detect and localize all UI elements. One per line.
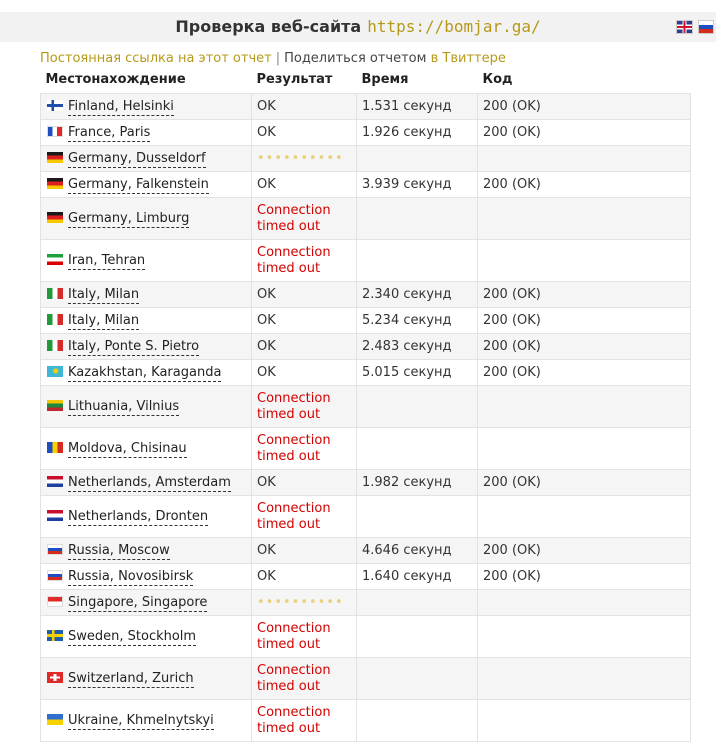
location-link[interactable]: Ukraine, Khmelnytskyi [68,713,214,728]
location-cell [41,334,252,360]
result-error-text: Connection timed out [257,621,331,652]
location-link[interactable]: Sweden, Stockholm [68,629,197,644]
time-cell [357,658,478,700]
code-cell: 200 (OK) [478,564,691,590]
iran-flag-icon [47,254,63,265]
time-cell [357,240,478,282]
time-cell: 1.640 секунд [357,564,478,590]
location-cell [41,172,252,198]
code-cell [478,428,691,470]
column-header-result: Результат [256,72,333,87]
permalink-link[interactable]: Постоянная ссылка на этот отчет [40,51,272,66]
result-cell [252,658,357,700]
table-row [41,240,691,282]
italy-flag-icon [47,314,63,325]
table-row [41,308,691,334]
time-cell [357,198,478,240]
table-row [41,700,691,742]
location-link[interactable]: Finland, Helsinki [68,99,174,114]
moldova-flag-icon [47,442,63,453]
result-cell [252,386,357,428]
table-row [41,538,691,564]
location-link[interactable]: Italy, Milan [68,287,140,302]
result-error-text: Connection timed out [257,245,331,276]
netherlands-flag-icon [47,510,63,521]
table-row [41,146,691,172]
location-cell [41,240,252,282]
code-cell [478,146,691,172]
table-row [41,496,691,538]
table-row [41,198,691,240]
location-cell [41,428,252,470]
lithuania-flag-icon [47,400,63,411]
location-link[interactable]: Iran, Tehran [68,253,146,268]
loading-dots-icon: •••••••••• [257,595,344,610]
time-cell [357,146,478,172]
code-cell: 200 (OK) [478,334,691,360]
time-cell [357,700,478,742]
column-header-location: Местонахождение [45,72,186,87]
result-cell [252,240,357,282]
location-cell [41,496,252,538]
location-cell [41,120,252,146]
report-links [40,51,506,66]
germany-flag-icon [47,178,63,189]
location-link[interactable]: Russia, Moscow [68,543,170,558]
page-header [0,12,716,42]
table-row [41,94,691,120]
table-row [41,172,691,198]
time-cell: 3.939 секунд [357,172,478,198]
table-row [41,590,691,616]
result-cell [252,146,357,172]
time-cell [357,496,478,538]
table-row [41,616,691,658]
result-cell [252,360,357,386]
russia-flag-icon [47,544,63,555]
location-cell [41,470,252,496]
code-cell [478,616,691,658]
result-cell [252,616,357,658]
code-cell: 200 (OK) [478,470,691,496]
share-report-text: Поделиться отчетом [284,51,427,66]
france-flag-icon [47,126,63,137]
result-text: OK [257,313,276,328]
result-text: OK [257,125,276,140]
germany-flag-icon [47,212,63,223]
result-cell [252,700,357,742]
location-cell [41,360,252,386]
column-header-code: Код [482,72,513,87]
result-text: OK [257,99,276,114]
location-cell [41,616,252,658]
code-cell [478,590,691,616]
result-error-text: Connection timed out [257,501,331,532]
location-link[interactable]: Kazakhstan, Karaganda [68,365,222,380]
table-row [41,470,691,496]
russia-flag-icon[interactable] [698,20,714,34]
kazakhstan-flag-icon [47,366,63,377]
switzerland-flag-icon [47,672,63,683]
time-cell: 4.646 секунд [357,538,478,564]
location-link[interactable]: Russia, Novosibirsk [68,569,194,584]
code-cell: 200 (OK) [478,172,691,198]
table-row [41,564,691,590]
checked-url-link[interactable]: https://bomjar.ga/ [367,17,541,36]
location-link[interactable]: France, Paris [68,125,151,140]
result-cell [252,172,357,198]
ukraine-flag-icon [47,714,63,725]
time-cell [357,386,478,428]
column-header-time: Время [361,72,409,87]
location-link[interactable]: Moldova, Chisinau [68,441,187,456]
table-row [41,282,691,308]
code-cell: 200 (OK) [478,538,691,564]
table-header-row [41,66,691,94]
time-cell: 5.234 секунд [357,308,478,334]
code-cell: 200 (OK) [478,94,691,120]
result-text: OK [257,365,276,380]
result-cell [252,538,357,564]
result-cell [252,282,357,308]
result-error-text: Connection timed out [257,433,331,464]
twitter-share-link[interactable]: в Твиттере [430,51,506,66]
location-link[interactable]: Netherlands, Dronten [68,509,209,524]
time-cell [357,590,478,616]
result-cell [252,470,357,496]
location-link[interactable]: Switzerland, Zurich [68,671,194,686]
result-text: OK [257,569,276,584]
code-cell: 200 (OK) [478,308,691,334]
finland-flag-icon [47,100,63,111]
code-cell [478,198,691,240]
singapore-flag-icon [47,596,63,607]
result-error-text: Connection timed out [257,391,331,422]
location-cell [41,590,252,616]
time-cell: 1.926 секунд [357,120,478,146]
code-cell [478,240,691,282]
result-cell [252,198,357,240]
italy-flag-icon [47,340,63,351]
location-cell [41,700,252,742]
location-cell [41,282,252,308]
result-cell [252,564,357,590]
time-cell [357,428,478,470]
location-cell [41,198,252,240]
result-cell [252,334,357,360]
code-cell: 200 (OK) [478,282,691,308]
result-text: OK [257,475,276,490]
table-row [41,658,691,700]
location-link[interactable]: Italy, Ponte S. Pietro [68,339,200,354]
location-link[interactable]: Germany, Falkenstein [68,177,209,192]
location-link[interactable]: Italy, Milan [68,313,140,328]
location-cell [41,538,252,564]
location-cell [41,386,252,428]
time-cell: 2.483 секунд [357,334,478,360]
code-cell [478,496,691,538]
result-cell [252,428,357,470]
results-table-body [41,94,691,742]
table-row [41,428,691,470]
netherlands-flag-icon [47,476,63,487]
sweden-flag-icon [47,630,63,641]
germany-flag-icon [47,152,63,163]
location-cell [41,564,252,590]
code-cell [478,386,691,428]
result-cell [252,308,357,334]
location-cell [41,308,252,334]
time-cell [357,616,478,658]
page-title [0,12,716,42]
links-separator: | [275,51,281,66]
code-cell: 200 (OK) [478,360,691,386]
location-link[interactable]: Lithuania, Vilnius [68,399,180,414]
result-error-text: Connection timed out [257,705,331,736]
time-cell: 1.982 секунд [357,470,478,496]
result-text: OK [257,287,276,302]
time-cell: 5.015 секунд [357,360,478,386]
time-cell: 2.340 секунд [357,282,478,308]
results-table [40,66,691,742]
page-title-text: Проверка веб-сайта [175,17,362,36]
location-link[interactable]: Singapore, Singapore [68,595,208,610]
result-error-text: Connection timed out [257,203,331,234]
location-cell [41,146,252,172]
code-cell [478,658,691,700]
uk-flag-icon[interactable] [676,20,693,34]
location-link[interactable]: Germany, Dusseldorf [68,151,206,166]
result-text: OK [257,177,276,192]
result-cell [252,496,357,538]
location-link[interactable]: Netherlands, Amsterdam [68,475,231,490]
table-row [41,386,691,428]
code-cell [478,700,691,742]
location-link[interactable]: Germany, Limburg [68,211,190,226]
result-text: OK [257,543,276,558]
result-text: OK [257,339,276,354]
table-row [41,120,691,146]
result-error-text: Connection timed out [257,663,331,694]
result-cell [252,94,357,120]
location-cell [41,94,252,120]
table-row [41,334,691,360]
italy-flag-icon [47,288,63,299]
result-cell [252,120,357,146]
loading-dots-icon: •••••••••• [257,151,344,166]
result-cell [252,590,357,616]
location-cell [41,658,252,700]
code-cell: 200 (OK) [478,120,691,146]
time-cell: 1.531 секунд [357,94,478,120]
russia-flag-icon [47,570,63,581]
table-row [41,360,691,386]
